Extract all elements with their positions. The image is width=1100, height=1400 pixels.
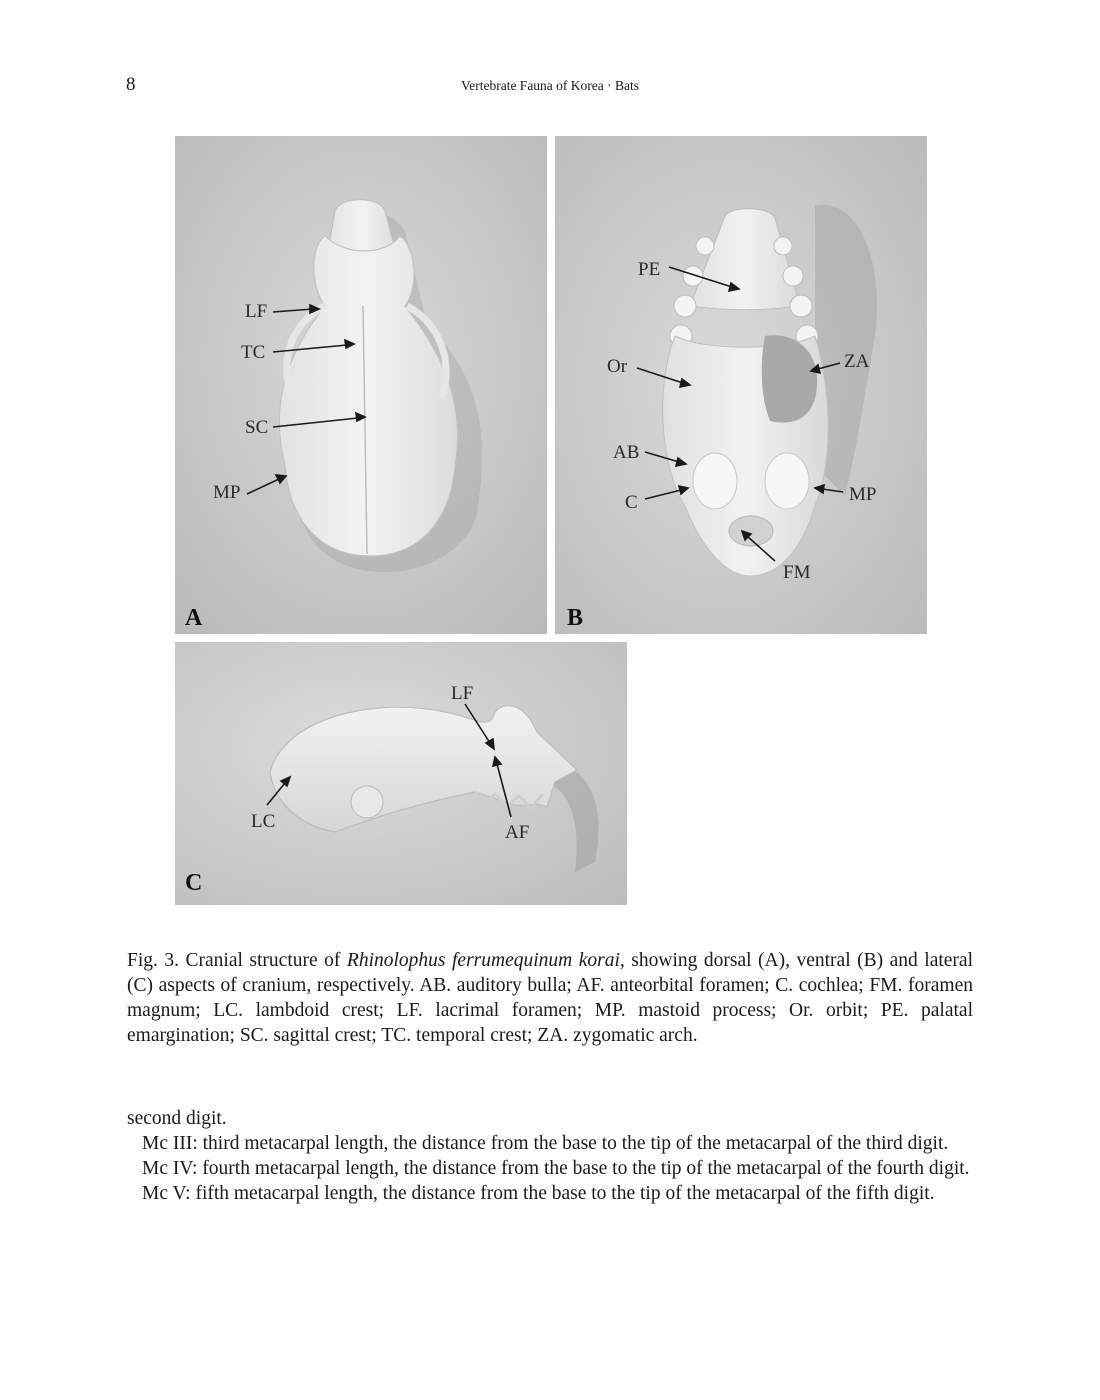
paragraph-mc-v: Mc V: fifth metacarpal length, the distance from the base to the tip of the metacarpal of the fifth digit. bbox=[142, 1183, 935, 1204]
lateral-skull-illustration bbox=[175, 642, 627, 905]
label-fm: FM bbox=[783, 562, 811, 583]
label-c: C bbox=[625, 492, 638, 513]
paragraph-mc-iii: Mc III: third metacarpal length, the distance from the base to the tip of the metacarpal of the third digit. bbox=[142, 1133, 949, 1154]
label-pe: PE bbox=[638, 259, 661, 280]
ventral-skull-illustration bbox=[555, 136, 927, 634]
body-text bbox=[127, 1106, 973, 1206]
label-or: Or bbox=[607, 356, 628, 377]
caption-species-name: Rhinolophus ferrumequinum korai, bbox=[346, 950, 625, 971]
figure-panel-a-dorsal-skull-photo bbox=[175, 136, 547, 634]
label-lf: LF bbox=[451, 683, 474, 704]
label-mp: MP bbox=[849, 484, 877, 505]
caption-body: showing dorsal (A), ventral (B) and lateral (C) aspects of cranium, respectively. AB. auditory bulla; AF. anteorbital foramen; C. cochlea; FM. foramen magnum; LC. lambdoid crest; LF. lacrimal foramen; MP. mastoid process; Or. orbit; PE. palatal emargination; SC. sagittal crest; TC. temporal crest; ZA. zygomatic arch. bbox=[127, 950, 974, 1046]
label-lf: LF bbox=[245, 301, 268, 322]
label-tc: TC bbox=[241, 342, 266, 363]
running-title: Vertebrate Fauna of Korea · Bats bbox=[460, 78, 640, 93]
label-za: ZA bbox=[844, 351, 870, 372]
dorsal-skull-illustration bbox=[175, 136, 547, 634]
panel-letter-c: C bbox=[185, 870, 203, 896]
caption-prefix: Fig. 3. Cranial structure of bbox=[127, 950, 347, 971]
label-mp: MP bbox=[213, 482, 241, 503]
panel-letter-a: A bbox=[185, 605, 203, 631]
panel-letter-b: B bbox=[567, 605, 584, 631]
label-af: AF bbox=[505, 822, 530, 843]
figure-caption bbox=[127, 948, 973, 1048]
label-ab: AB bbox=[613, 442, 640, 463]
paragraph-mc-iv: Mc IV: fourth metacarpal length, the distance from the base to the tip of the metacarpal of the fourth digit. bbox=[142, 1158, 970, 1179]
paragraph-continuation: second digit. bbox=[127, 1108, 227, 1129]
figure-panel-b-ventral-skull-photo bbox=[555, 136, 927, 634]
label-lc: LC bbox=[251, 811, 276, 832]
page-number: 8 bbox=[126, 74, 136, 95]
figure-panel-c-lateral-skull-photo bbox=[175, 642, 627, 905]
label-sc: SC bbox=[245, 417, 269, 438]
